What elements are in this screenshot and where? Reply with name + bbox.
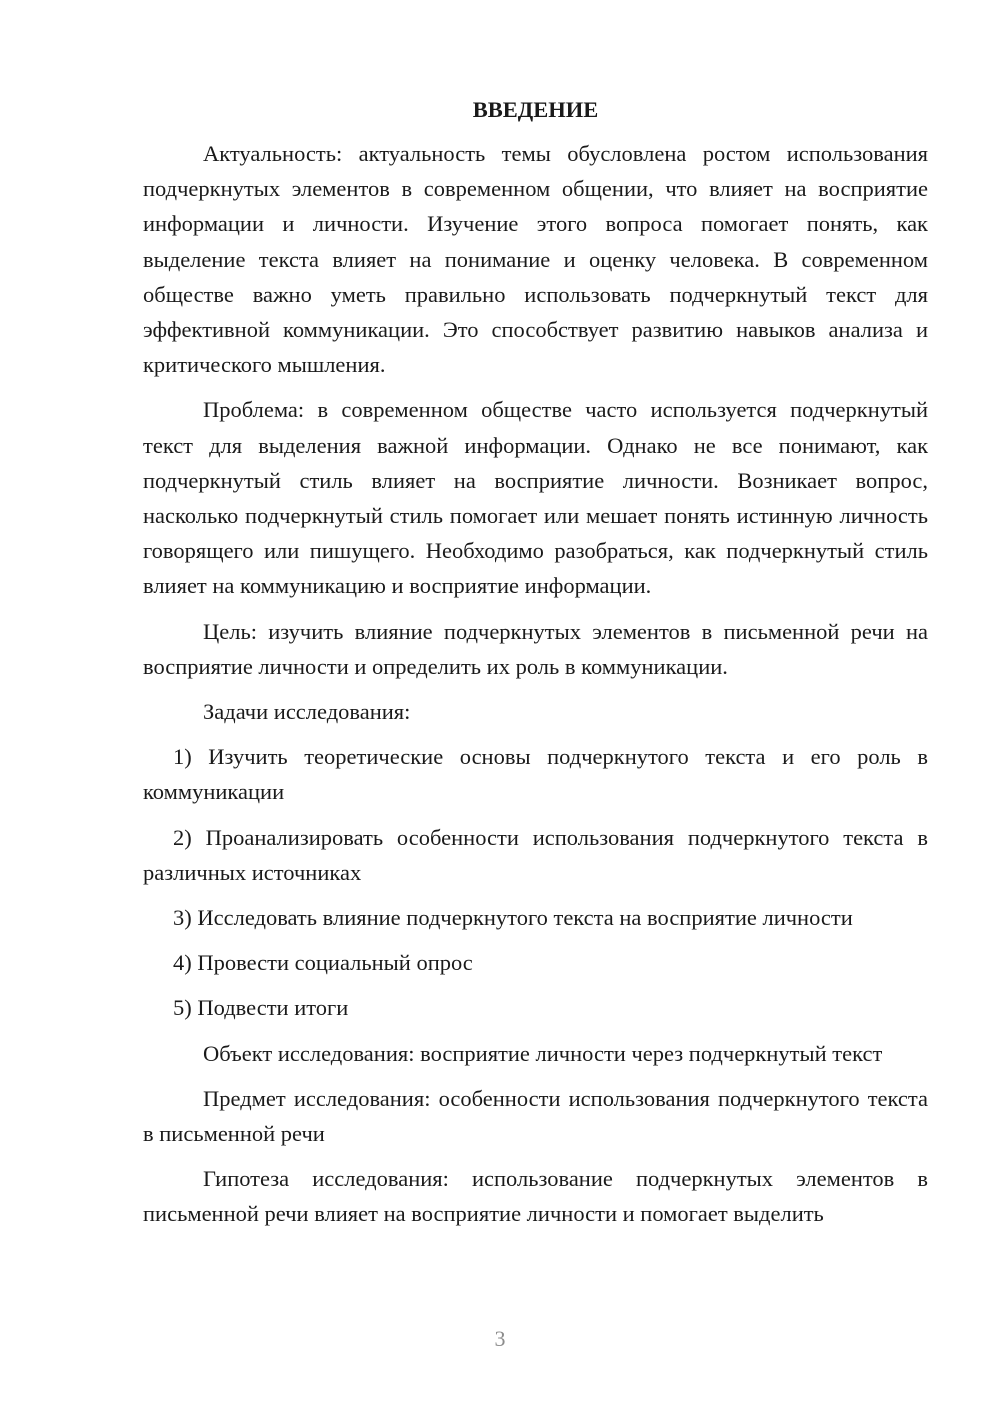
problem-paragraph: Проблема: в современном обществе часто используется подчеркнутый текст для выделения важной информации. Однако не все понимают, как подчеркнутый стиль влияет на восприятие личности. Возникает вопрос, насколько подчеркнутый стиль помогает или мешает понять истинную личность говорящего или пишущего. Необходимо разобраться, как подчеркнутый стиль влияет на коммуникацию и восприятие информации.: [143, 397, 928, 599]
task-item-3: 3) Исследовать влияние подчеркнутого текста на восприятие личности: [173, 905, 853, 931]
object-paragraph: Объект исследования: восприятие личности через подчеркнутый текст: [203, 1040, 883, 1066]
goal-paragraph: Цель: изучить влияние подчеркнутых элементов в письменной речи на восприятие личности и определить их роль в коммуникации.: [143, 618, 928, 679]
hypothesis-paragraph: Гипотеза исследования: использование подчеркнутых элементов в письменной речи влияет на восприятие личности и помогает выделить: [143, 1166, 928, 1227]
task-item-5: 5) Подвести итоги: [173, 995, 349, 1021]
document-page: [143, 94, 928, 1232]
tasks-title: Задачи исследования:: [203, 699, 411, 725]
page-number: 3: [494, 1326, 506, 1351]
subject-paragraph: Предмет исследования: особенности использования подчеркнутого текста в письменной речи: [143, 1085, 928, 1147]
task-item-4: 4) Провести социальный опрос: [173, 950, 473, 976]
section-heading: ВВЕДЕНИЕ: [472, 97, 599, 122]
task-item-1: 1) Изучить теоретические основы подчеркнутого текста и его роль в коммуникации: [143, 744, 928, 805]
relevance-paragraph: Актуальность: актуальность темы обусловлена ростом использования подчеркнутых элементов в современном общении, что влияет на восприятие информации и личности. Изучение этого вопроса помогает понять, как выделение текста влияет на понимание и оценку человека. В современном обществе важно уметь правильно использовать подчеркнутый текст для эффективной коммуникации. Это способствует развитию навыков анализа и критического мышления.: [143, 141, 928, 378]
task-item-2: 2) Проанализировать особенности использования подчеркнутого текста в различных источниках: [143, 824, 928, 885]
